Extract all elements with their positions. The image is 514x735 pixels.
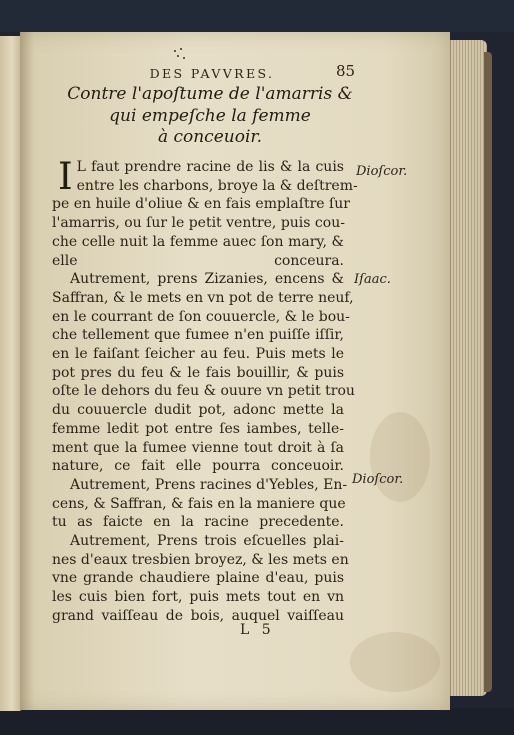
signature-mark: L 5 xyxy=(240,622,275,638)
ink-specks xyxy=(172,48,186,62)
margin-note: Iſaac. xyxy=(354,272,391,287)
book-cover-edge xyxy=(484,52,492,692)
text-line: oſte le dehors du feu & ouure vn petit trou xyxy=(52,383,355,400)
text-line: entre les charbons, broye la & deſtrem- xyxy=(76,177,358,194)
paragraph-4 xyxy=(52,532,349,626)
text-line: L faut prendre racine de lis & la cuis xyxy=(76,159,344,175)
text-line: vne grande chaudiere plaine d'eau, puis xyxy=(52,570,344,587)
margin-note: Dioſcor. xyxy=(352,472,404,487)
text-line: pot pres du feu & le fais bouillir, & puis xyxy=(52,364,344,381)
text-line: Autrement, prens Zizanies, encens & xyxy=(70,271,344,288)
text-line: nature, ce fait elle pourra conceuoir. xyxy=(52,458,344,475)
text-line: l'amarris, ou ſur le petit ventre, puis cou- xyxy=(52,215,345,232)
text-line: elle conceura. xyxy=(52,252,344,269)
text-line: femme ledit pot entre ſes iambes, telle- xyxy=(52,420,344,437)
background-top xyxy=(0,0,514,32)
text-line: ment que la fumee vienne tout droit à ſa xyxy=(52,439,344,456)
body-text xyxy=(52,155,358,626)
title-line: à conceuoir. xyxy=(157,127,263,147)
text-line: en le courrant de ſon couuercle, & le bou- xyxy=(52,308,350,325)
paper-stain xyxy=(350,632,440,692)
text-line: Saffran, & le mets en vn pot de terre neuf, xyxy=(52,289,354,306)
text-line: cens, & Saffran, & fais en la maniere que xyxy=(52,495,346,512)
margin-note: Dioſcor. xyxy=(356,164,408,179)
title-line: qui empeſche la femme xyxy=(109,105,311,126)
paragraph-3 xyxy=(52,476,348,532)
paragraph-1 xyxy=(52,155,358,270)
text-line: nes d'eaux tresbien broyez, & les mets en xyxy=(52,551,349,568)
title-line: Contre l'apoſtume de l'amarris & xyxy=(67,84,353,104)
text-line: Autrement, Prens trois eſcuelles plai- xyxy=(70,533,344,550)
text-line: che tellement que fumee n'en puiſſe iſſir, xyxy=(52,327,344,344)
paper-stain xyxy=(370,412,430,502)
drop-cap: I xyxy=(58,155,73,198)
text-line: pe en huile d'oliue & en fais emplaſtre ſur xyxy=(52,196,350,213)
text-line: du couuercle dudit pot, adonc mette la xyxy=(52,402,344,419)
text-line: che celle nuit la femme auec ſon mary, & xyxy=(52,233,344,250)
page-number: 85 xyxy=(336,62,356,80)
text-line: en le faiſant ſeicher au feu. Puis mets le xyxy=(52,346,344,363)
page-block-edges xyxy=(450,40,487,696)
text-line: grand vaiſſeau de bois, auquel vaiſſeau xyxy=(52,607,344,624)
running-header: DES PAVVRES. xyxy=(149,66,275,81)
background-bottom xyxy=(0,708,514,735)
text-line: tu as faicte en la racine precedente. xyxy=(52,514,344,531)
paragraph-2 xyxy=(52,270,355,476)
text-line: Autrement, Prens racines d'Yebles, En- xyxy=(70,476,348,493)
section-title xyxy=(62,84,358,149)
text-line: les cuis bien fort, puis mets tout en vn xyxy=(52,589,344,606)
facing-page-edge xyxy=(0,36,21,711)
